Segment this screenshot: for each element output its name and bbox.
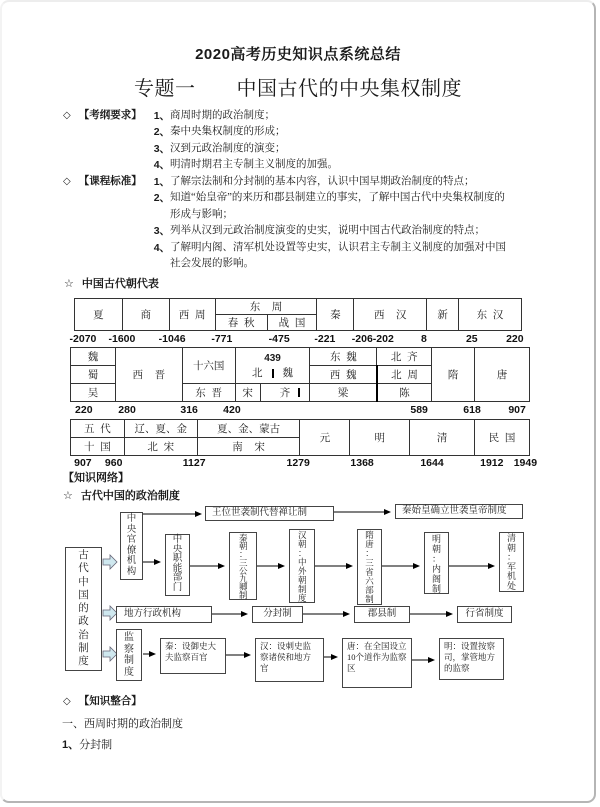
date-label: -1600	[108, 333, 136, 345]
cell-beisong: 北宋	[124, 438, 197, 456]
date-label: 589	[410, 404, 428, 416]
block-arrows	[103, 555, 117, 661]
node-junxian: 郡县制	[354, 606, 410, 623]
outline-items	[154, 108, 512, 174]
date-label: 618	[463, 404, 481, 416]
date-label: 220	[506, 333, 524, 345]
table	[70, 419, 530, 456]
node-supervision-ming: 明：设置按察司，掌管地方的监察	[439, 638, 504, 680]
cell-dongwei: 东魏	[310, 348, 377, 366]
cell-shiliuguo: 十六国	[182, 348, 235, 384]
node-local-admin: 地方行政机构	[116, 606, 212, 623]
date-label: 1912	[480, 457, 504, 469]
date-label: 1279	[286, 457, 310, 469]
cell-qing: 清	[410, 420, 475, 456]
knowledge-network-diagram	[59, 500, 549, 696]
item-number: 4、	[153, 241, 171, 254]
item-number: 4、	[153, 159, 171, 172]
dynasty-table-3	[70, 419, 530, 456]
block-arrow-icon	[103, 555, 117, 569]
doc-title: 2020高考历史知识点系统总结	[195, 46, 401, 63]
knowledge-network-heading: 【知识网络】	[63, 472, 129, 484]
list-item	[154, 174, 512, 190]
item-text: 明清时期君主专制主义制度的加强。	[170, 159, 339, 171]
cell-minguo: 民国	[475, 420, 530, 456]
date-label: 1368	[350, 457, 374, 469]
section-label-outline: 【考纲要求】	[78, 110, 142, 121]
node-supervision-tang: 唐：在全国设立10个道作为监察区	[342, 638, 412, 688]
table-row	[71, 420, 530, 438]
date-label: 1644	[420, 457, 444, 469]
cell-chen: 陈	[377, 384, 432, 402]
list-item	[154, 124, 512, 140]
date-label: 1127	[182, 457, 206, 469]
dynasty-table-title	[64, 275, 159, 291]
item-text: 汉到元政治制度的演变；	[170, 142, 286, 154]
cell-beiwei	[235, 348, 310, 384]
cell-beiqi: 北齐	[377, 348, 432, 366]
cell-wei: 魏	[71, 348, 116, 366]
integration-section	[63, 694, 154, 710]
cell-beizhou: 北周	[377, 366, 432, 384]
node-supervision-qin: 秦：设御史大夫监察百官	[160, 638, 226, 674]
table	[74, 298, 522, 331]
standards-items	[154, 174, 512, 272]
cell-xizhou: 西周	[169, 299, 215, 331]
node-qin-system: 秦朝：三公九卿制	[229, 532, 257, 600]
diamond-bullet: ◇	[63, 176, 71, 187]
cell-nansong: 南宋	[197, 438, 300, 456]
node-succession: 王位世袭制代替禅让制	[205, 506, 334, 521]
year-marker-tick	[272, 369, 274, 378]
item-text: 了解明内阁、清军机处设置等史实，认识君主专制主义制度的加强对中国社会发展的影响。	[170, 241, 507, 270]
cell-xiwei: 西魏	[310, 366, 377, 384]
cell-liang: 梁	[310, 384, 377, 402]
item-number: 1、	[153, 176, 171, 188]
cell-sui: 隋	[432, 348, 475, 402]
cell-qin: 秦	[317, 299, 354, 331]
date-label: 420	[223, 404, 241, 416]
beiwei-char: 魏	[282, 367, 294, 379]
timeline-dates-1	[69, 333, 524, 346]
list-item	[154, 240, 512, 273]
node-xingsheng: 行省制度	[457, 606, 512, 623]
cell-chunqiu: 春秋	[215, 315, 267, 331]
date-label: -475	[268, 333, 290, 345]
cell-xiajinmenggu: 夏、金、蒙古	[197, 420, 300, 438]
date-label: -771	[211, 333, 233, 345]
node-han-system: 汉朝：中外朝制度	[289, 529, 315, 603]
diamond-bullet: ◇	[63, 110, 71, 121]
item-number: 2、	[153, 126, 171, 139]
cell-wudai: 五代	[71, 420, 125, 438]
item-text: 知道“始皇帝”的来历和郡县制建立的事实，了解中国古代中央集权制度的形成与影响；	[170, 192, 505, 220]
item-text: 秦中央集权制度的形成；	[170, 126, 286, 138]
date-label: 220	[75, 404, 93, 416]
node-supervision-han: 汉：设刺史监察诸侯和地方官	[255, 638, 324, 682]
date-label: 8	[420, 333, 427, 345]
subsection-text: 分封制	[79, 739, 113, 751]
list-item	[154, 223, 512, 239]
year-marker-tick	[298, 388, 300, 397]
dynasty-table-1	[74, 298, 522, 331]
cell-xin: 新	[427, 299, 459, 331]
cell-shu: 蜀	[71, 366, 116, 384]
item-text: 商周时期的政治制度；	[170, 110, 276, 121]
date-label: 280	[118, 404, 136, 416]
list-item	[154, 157, 512, 173]
section-label-standards: 【课程标准】	[78, 176, 142, 187]
table	[70, 347, 530, 402]
section-1-heading: 一、西周时期的政治制度	[62, 718, 183, 730]
node-root: 古代中国的政治制度	[65, 547, 102, 671]
cell-ming: 明	[350, 420, 410, 456]
qi-text: 齐	[279, 388, 291, 399]
cell-yuan: 元	[300, 420, 350, 456]
item-number: 1、	[62, 739, 80, 751]
date-label: -1046	[158, 333, 186, 345]
node-central-dept: 中央职能部门	[165, 534, 190, 596]
date-label: -2070	[69, 333, 97, 345]
list-item	[154, 108, 512, 124]
block-arrow-icon	[103, 647, 117, 661]
item-text: 了解宗法制和分封制的基本内容，认识中国早期政治制度的特点；	[170, 176, 475, 187]
date-label: 1949	[513, 457, 538, 469]
date-label: 316	[180, 404, 198, 416]
beiwei-char: 北	[252, 367, 263, 379]
item-number: 2、	[153, 192, 171, 205]
network-title-text: 古代中国的政治制度	[80, 490, 180, 502]
subsection-1-heading	[62, 736, 112, 752]
table-row	[71, 348, 530, 366]
node-fengjian: 分封制	[252, 606, 303, 623]
cell-liaoxiajin: 辽、夏、金	[124, 420, 197, 438]
item-number: 1、	[153, 110, 171, 122]
cell-song: 宋	[235, 384, 260, 402]
curriculum-section	[63, 174, 512, 272]
list-item	[154, 141, 512, 157]
date-label: 907	[508, 404, 526, 416]
section-label-integration: 【知识整合】	[78, 696, 142, 707]
date-label: 907	[74, 457, 92, 469]
list-item	[154, 190, 512, 223]
star-icon: ☆	[64, 278, 74, 290]
diamond-bullet: ◇	[63, 696, 71, 707]
cell-zhanguo: 战国	[267, 315, 317, 331]
block-arrow-icon	[103, 606, 117, 620]
timeline-dates-2	[70, 404, 530, 417]
dynasty-title-text: 中国古代朝代表	[81, 278, 159, 290]
node-qing-system: 清朝：军机处	[499, 532, 524, 592]
topic-title: 专题一 中国古代的中央集权制度	[134, 78, 462, 100]
cell-shang: 商	[122, 299, 169, 331]
date-label: -206-202	[351, 333, 394, 345]
cell-qi	[260, 384, 310, 402]
star-icon: ☆	[63, 490, 73, 502]
beiwei-name	[236, 366, 310, 381]
cell-xijin: 西晋	[115, 348, 182, 402]
date-label: 25	[465, 333, 478, 345]
cell-dongjin: 东晋	[182, 384, 235, 402]
cell-xihan: 西汉	[354, 299, 427, 331]
dynasty-table-2	[70, 347, 530, 402]
cell-tang: 唐	[475, 348, 530, 402]
item-text: 列举从汉到元政治制度演变的史实，说明中国古代政治制度的特点；	[170, 225, 486, 237]
timeline-dates-3	[70, 457, 538, 470]
cell-xia: 夏	[75, 299, 123, 331]
cell-donghan: 东汉	[459, 299, 522, 331]
node-suitang-system: 隋唐：三省六部制	[357, 529, 382, 605]
date-label: 960	[104, 457, 123, 469]
date-label: -221	[314, 333, 336, 345]
node-central-organ: 中央官僚机构	[120, 512, 143, 580]
year-439: 439	[264, 352, 281, 364]
cell-shiguo: 十国	[71, 438, 125, 456]
item-number: 3、	[153, 142, 171, 155]
exam-outline-section	[63, 108, 512, 174]
cell-wu: 吴	[71, 384, 116, 402]
item-number: 3、	[153, 225, 171, 238]
node-emperor-system: 秦始皇确立世袭皇帝制度	[395, 504, 523, 519]
table-row	[75, 299, 522, 315]
node-ming-system: 明朝：内阁制	[424, 532, 449, 594]
node-supervision: 监察制度	[116, 629, 142, 681]
cell-dongzhou: 东周	[215, 299, 317, 315]
